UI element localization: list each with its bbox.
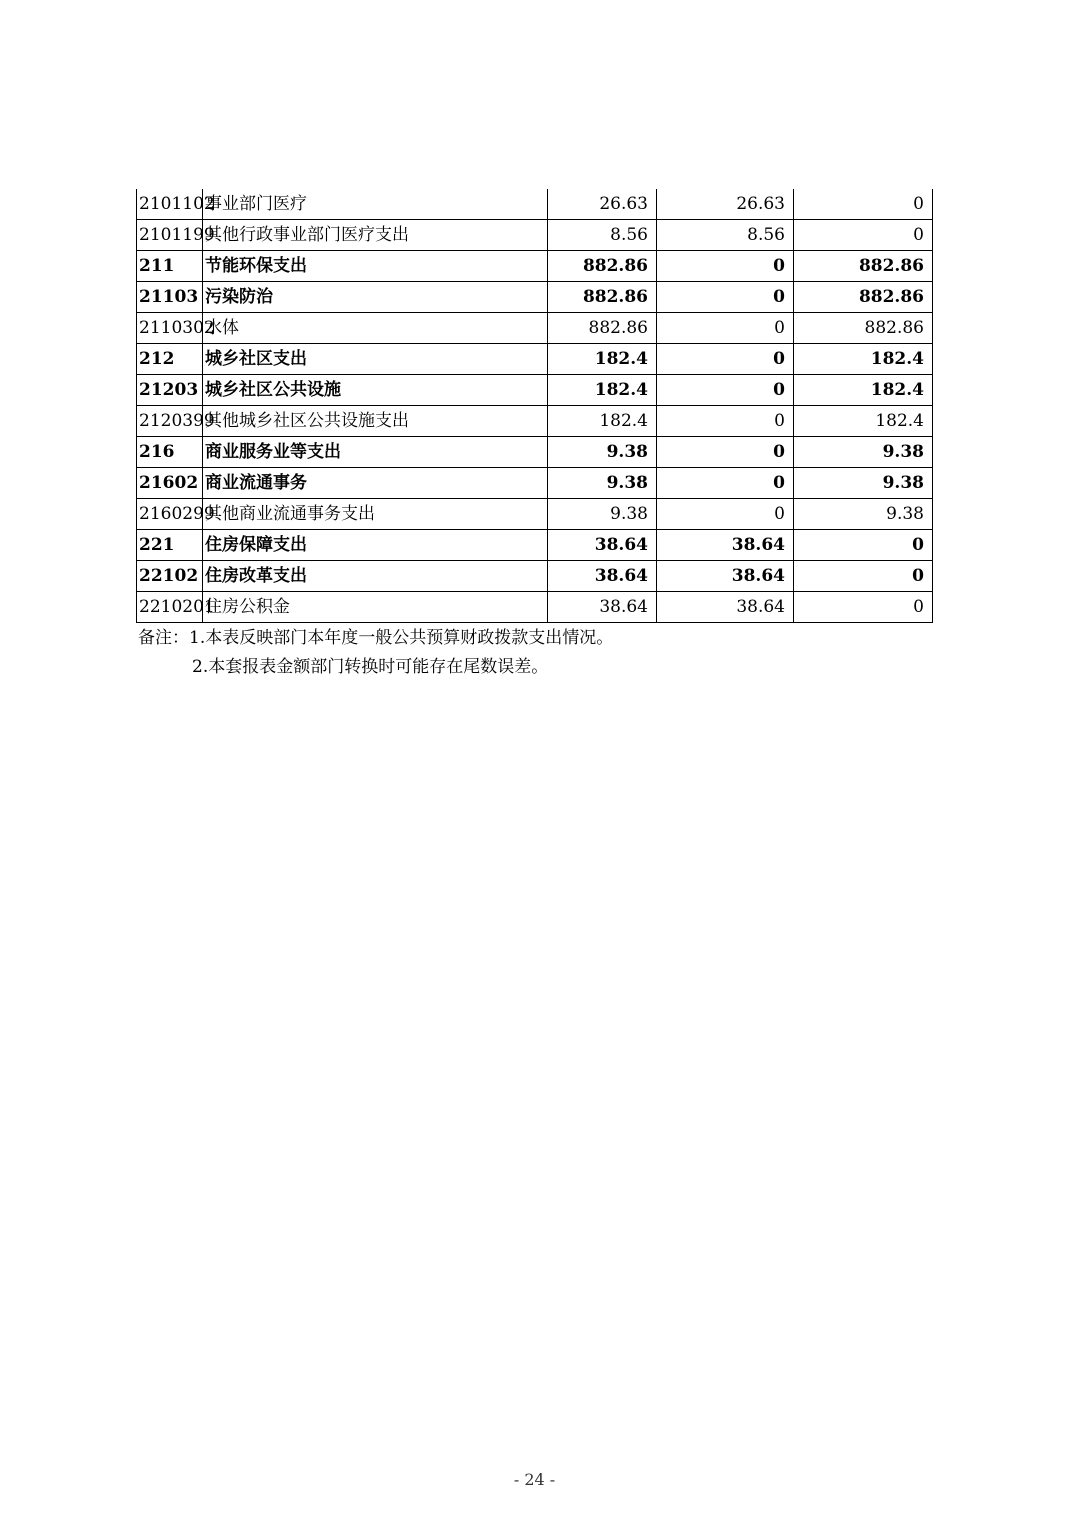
name-cell: 水体 bbox=[203, 313, 548, 344]
amount-basic-cell: 8.56 bbox=[657, 220, 794, 251]
name-cell: 城乡社区支出 bbox=[203, 344, 548, 375]
code-cell: 21203 bbox=[137, 375, 203, 406]
name-cell: 事业部门医疗 bbox=[203, 189, 548, 220]
code-cell: 21103 bbox=[137, 282, 203, 313]
note-line-1: 备注：1.本表反映部门本年度一般公共预算财政拨款支出情况。 bbox=[138, 628, 614, 648]
code-cell: 2120399 bbox=[137, 406, 203, 437]
amount-total-cell: 882.86 bbox=[548, 282, 657, 313]
expenditure-table bbox=[136, 189, 933, 623]
table-row bbox=[137, 499, 933, 530]
amount-project-cell: 0 bbox=[794, 561, 933, 592]
table-row bbox=[137, 313, 933, 344]
amount-project-cell: 0 bbox=[794, 530, 933, 561]
code-cell: 2110302 bbox=[137, 313, 203, 344]
table-row bbox=[137, 189, 933, 220]
amount-basic-cell: 38.64 bbox=[657, 561, 794, 592]
amount-total-cell: 8.56 bbox=[548, 220, 657, 251]
name-cell: 其他城乡社区公共设施支出 bbox=[203, 406, 548, 437]
amount-project-cell: 882.86 bbox=[794, 282, 933, 313]
amount-project-cell: 182.4 bbox=[794, 375, 933, 406]
amount-total-cell: 182.4 bbox=[548, 406, 657, 437]
amount-total-cell: 9.38 bbox=[548, 499, 657, 530]
note-line-2: 2.本套报表金额部门转换时可能存在尾数误差。 bbox=[192, 657, 549, 677]
table-row bbox=[137, 592, 933, 623]
code-cell: 221 bbox=[137, 530, 203, 561]
code-cell: 2210201 bbox=[137, 592, 203, 623]
amount-project-cell: 882.86 bbox=[794, 251, 933, 282]
name-cell: 其他商业流通事务支出 bbox=[203, 499, 548, 530]
amount-project-cell: 9.38 bbox=[794, 499, 933, 530]
code-cell: 21602 bbox=[137, 468, 203, 499]
table-row bbox=[137, 468, 933, 499]
amount-total-cell: 182.4 bbox=[548, 344, 657, 375]
code-cell: 2101199 bbox=[137, 220, 203, 251]
table-row bbox=[137, 220, 933, 251]
amount-project-cell: 0 bbox=[794, 189, 933, 220]
table-row bbox=[137, 406, 933, 437]
name-cell: 城乡社区公共设施 bbox=[203, 375, 548, 406]
amount-basic-cell: 38.64 bbox=[657, 592, 794, 623]
amount-project-cell: 0 bbox=[794, 592, 933, 623]
amount-project-cell: 182.4 bbox=[794, 344, 933, 375]
amount-basic-cell: 0 bbox=[657, 282, 794, 313]
amount-basic-cell: 0 bbox=[657, 344, 794, 375]
name-cell: 住房改革支出 bbox=[203, 561, 548, 592]
amount-total-cell: 9.38 bbox=[548, 468, 657, 499]
amount-basic-cell: 38.64 bbox=[657, 530, 794, 561]
table-row bbox=[137, 251, 933, 282]
amount-project-cell: 882.86 bbox=[794, 313, 933, 344]
name-cell: 商业服务业等支出 bbox=[203, 437, 548, 468]
amount-basic-cell: 0 bbox=[657, 468, 794, 499]
amount-project-cell: 0 bbox=[794, 220, 933, 251]
table-body bbox=[137, 189, 933, 623]
code-cell: 2160299 bbox=[137, 499, 203, 530]
amount-basic-cell: 0 bbox=[657, 499, 794, 530]
amount-basic-cell: 0 bbox=[657, 375, 794, 406]
amount-basic-cell: 0 bbox=[657, 406, 794, 437]
amount-total-cell: 38.64 bbox=[548, 530, 657, 561]
table-row bbox=[137, 561, 933, 592]
name-cell: 污染防治 bbox=[203, 282, 548, 313]
amount-total-cell: 882.86 bbox=[548, 251, 657, 282]
amount-total-cell: 882.86 bbox=[548, 313, 657, 344]
code-cell: 212 bbox=[137, 344, 203, 375]
page-number: - 24 - bbox=[513, 1470, 556, 1489]
amount-project-cell: 9.38 bbox=[794, 437, 933, 468]
code-cell: 2101102 bbox=[137, 189, 203, 220]
amount-total-cell: 38.64 bbox=[548, 592, 657, 623]
table-row bbox=[137, 344, 933, 375]
amount-basic-cell: 26.63 bbox=[657, 189, 794, 220]
notes bbox=[138, 624, 613, 682]
table-row bbox=[137, 375, 933, 406]
code-cell: 211 bbox=[137, 251, 203, 282]
amount-basic-cell: 0 bbox=[657, 313, 794, 344]
code-cell: 216 bbox=[137, 437, 203, 468]
amount-basic-cell: 0 bbox=[657, 251, 794, 282]
name-cell: 住房公积金 bbox=[203, 592, 548, 623]
table-row bbox=[137, 530, 933, 561]
amount-total-cell: 26.63 bbox=[548, 189, 657, 220]
amount-total-cell: 182.4 bbox=[548, 375, 657, 406]
name-cell: 其他行政事业部门医疗支出 bbox=[203, 220, 548, 251]
name-cell: 节能环保支出 bbox=[203, 251, 548, 282]
amount-basic-cell: 0 bbox=[657, 437, 794, 468]
name-cell: 住房保障支出 bbox=[203, 530, 548, 561]
amount-project-cell: 182.4 bbox=[794, 406, 933, 437]
amount-project-cell: 9.38 bbox=[794, 468, 933, 499]
table-row bbox=[137, 437, 933, 468]
code-cell: 22102 bbox=[137, 561, 203, 592]
amount-total-cell: 38.64 bbox=[548, 561, 657, 592]
amount-total-cell: 9.38 bbox=[548, 437, 657, 468]
table-row bbox=[137, 282, 933, 313]
name-cell: 商业流通事务 bbox=[203, 468, 548, 499]
